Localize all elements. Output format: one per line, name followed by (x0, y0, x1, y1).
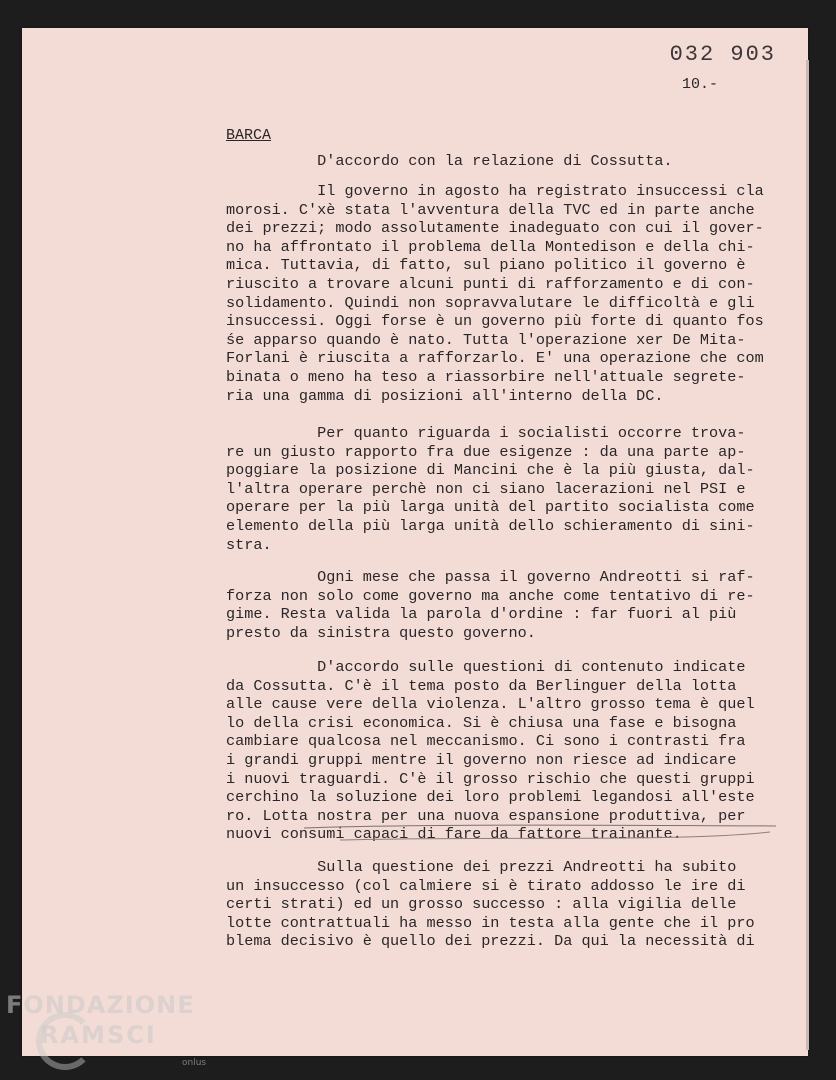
watermark-line2: RAMSCI (40, 1021, 157, 1049)
archive-number: 032 903 (669, 42, 776, 67)
paragraph-6: Sulla questione dei prezzi Andreotti ha subito un insuccesso (col calmiere si è tirato addosso le ire di certi strati) ed un grosso successo : alla vigilia delle lotte contrattuali ha messo in testa alla gente che il pro blema decisivo è quello dei prezzi. Da qui la necessità di (226, 858, 755, 951)
handwritten-underline (300, 822, 780, 844)
speaker-heading: BARCA (226, 127, 272, 144)
paragraph-1: D'accordo con la relazione di Cossutta. (226, 152, 673, 170)
paragraph-3: Per quanto riguarda i socialisti occorre trova- re un giusto rapporto fra due esigenze : da una parte ap- poggiare la posizione di Mancini che è la più giusta, dal- l'altra operare perchè non ci siano lacerazioni nel PSI e operare per la più larga unità del partito socialista come elemento della più larga unità dello schieramento di sini- stra. (226, 424, 755, 554)
paragraph-5: D'accordo sulle questioni di contenuto indicate da Cossutta. C'è il tema posto da Berlinguer della lotta alle cause vere della violenza. L'altro grosso tema è quel lo della crisi economica. Si è chiusa una fase e bisogna cambiare qualcosa nel meccanismo. Ci sono i contrasti fra i grandi gruppi mentre il governo non riesce ad indicare i nuovi traguardi. C'è il grosso rischio che questi gruppi cerchino la soluzione dei loro problemi legandosi all'este ro. Lotta nostra per una nuova espansione produttiva, per nuovi consumi capaci di fare da fattore trainante. (226, 658, 755, 844)
watermark-logo (6, 990, 207, 1068)
paragraph-2: Il governo in agosto ha registrato insuccessi cla morosi. C'xè stata l'avventura della TVC ed in parte anche dei prezzi; modo assolutamente inadeguato con cui il gover- no ha affrontato il problema della Montedison e della chi- mica. Tuttavia, di fatto, sul piano politico il governo è riuscito a trovare alcuni punti di rafforzamento e di con- solidamento. Quindi non sopravvalutare le difficoltà e gli insuccessi. Oggi forse è un governo più forte di quanto fos śe apparso quando è nato. Tutta l'operazione xer De Mita- Forlani è riuscita a rafforzarlo. E' una operazione che com binata o meno ha teso a riassorbire nell'attuale segrete- ria una gamma di posizioni all'interno della DC. (226, 182, 764, 405)
page-edge (806, 60, 809, 1050)
watermark-line1: FONDAZIONE (6, 991, 195, 1019)
page-number: 10.- (681, 76, 718, 93)
paragraph-4: Ogni mese che passa il governo Andreotti si raf- forza non solo come governo ma anche come tentativo di re- gime. Resta valida la parola d'ordine : far fuori al più presto da sinistra questo governo. (226, 568, 755, 642)
watermark-line3: onlus (182, 1058, 207, 1068)
